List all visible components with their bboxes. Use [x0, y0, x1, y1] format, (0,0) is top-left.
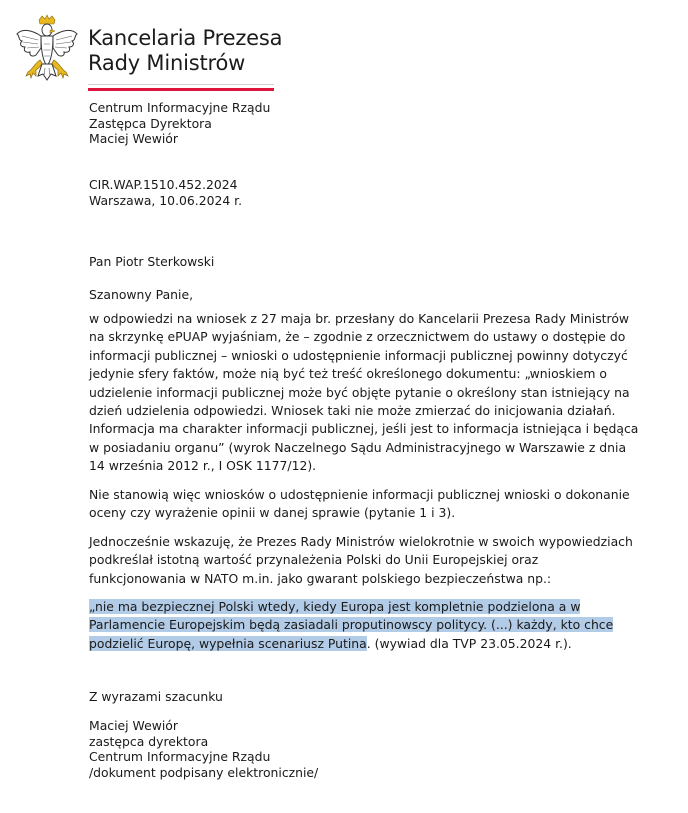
paragraph-3-line: funkcjonowania w NATO m.in. jako gwarant polskiego bezpieczeństwa np.: — [89, 570, 552, 586]
paragraph-3 — [89, 533, 633, 588]
paragraph-1-line: w odpowiedzi na wniosek z 27 maja br. przesłany do Kancelarii Prezesa Rady Ministrów — [89, 311, 630, 326]
quote-block[interactable] — [89, 598, 614, 653]
institution-name — [88, 26, 282, 76]
paragraph-1-line: udzielenie informacji publicznej może być objęte pytanie o określony stan istniejący na — [89, 384, 630, 400]
signature-note: /dokument podpisany elektronicznie/ — [89, 764, 319, 780]
paragraph-1-line: na skrzynkę ePUAP wyjaśniam, że – zgodnie z orzecznictwem do ustawy o dostępie do — [89, 329, 626, 345]
reference-block — [89, 177, 242, 208]
paragraph-1-line: w posiadaniu organu” (wyrok Naczelnego Sądu Administracyjnego w Warszawie z dnia — [89, 439, 627, 455]
paragraph-2-line: oceny czy wyrażenie opinii w danej sprawie (pytanie 1 i 3). — [89, 505, 456, 521]
paragraph-2-line: Nie stanowią więc wniosków o udostępnienie informacji publicznej wnioski o dokonanie — [89, 487, 630, 502]
reference-number: CIR.WAP.1510.452.2024 — [89, 177, 238, 192]
signature-unit: Centrum Informacyjne Rządu — [89, 749, 271, 764]
paragraph-1-line: Informacja ma charakter informacji publicznej, jeśli jest to informacja istniejąca i będąca — [89, 421, 639, 437]
sender-unit: Centrum Informacyjne Rządu — [89, 100, 271, 115]
signature-name: Maciej Wewiór — [89, 718, 178, 733]
recipient: Pan Piotr Sterkowski — [89, 254, 215, 269]
quote-line-selected[interactable]: „nie ma bezpiecznej Polski wtedy, kiedy Europa jest kompletnie podzielona a w — [89, 599, 581, 614]
paragraph-3-line: podkreślał istotną wartość przynależenia Polski do Unii Europejskiej oraz — [89, 552, 539, 568]
paragraph-2 — [89, 486, 630, 523]
sender-block — [89, 100, 270, 147]
paragraph-1-line: jedynie sfery faktów, może nią być też treść określonego dokumentu: „wnioskiem o — [89, 366, 607, 382]
header-divider-red — [88, 88, 274, 91]
paragraph-3-line: Jednocześnie wskazuję, że Prezes Rady Ministrów wielokrotnie w swoich wypowiedziach — [89, 534, 633, 549]
signature-block — [89, 718, 318, 780]
paragraph-1-line: informacji publicznej – wnioski o udostępnienie informacji publicznej powinny dotyczyć — [89, 347, 628, 363]
quote-source: . (wywiad dla TVP 23.05.2024 r.). — [366, 635, 572, 651]
header-divider-light — [88, 84, 274, 85]
paragraph-1 — [89, 310, 639, 476]
quote-line-selected[interactable]: podzielić Europę, wypełnia scenariusz Putina — [89, 635, 367, 651]
paragraph-1-line: 14 września 2012 r., I OSK 1177/12). — [89, 458, 317, 474]
sender-name: Maciej Wewiór — [89, 131, 178, 146]
institution-name-line2: Rady Ministrów — [88, 51, 246, 75]
quote-line-selected[interactable]: Parlamencie Europejskim będą zasiadali proputinowscy politycy. (...) każdy, kto chce — [89, 617, 614, 633]
institution-name-line1: Kancelaria Prezesa — [88, 26, 283, 50]
salutation: Szanowny Panie, — [89, 287, 194, 302]
closing: Z wyrazami szacunku — [89, 689, 223, 704]
polish-eagle-icon — [14, 14, 80, 92]
sender-position: Zastępca Dyrektora — [89, 115, 212, 131]
signature-title: zastępca dyrektora — [89, 733, 209, 749]
paragraph-1-line: dzień udzielenia odpowiedzi. Wniosek taki nie może zmierzać do inicjowania działań. — [89, 403, 616, 419]
place-date: Warszawa, 10.06.2024 r. — [89, 192, 243, 208]
